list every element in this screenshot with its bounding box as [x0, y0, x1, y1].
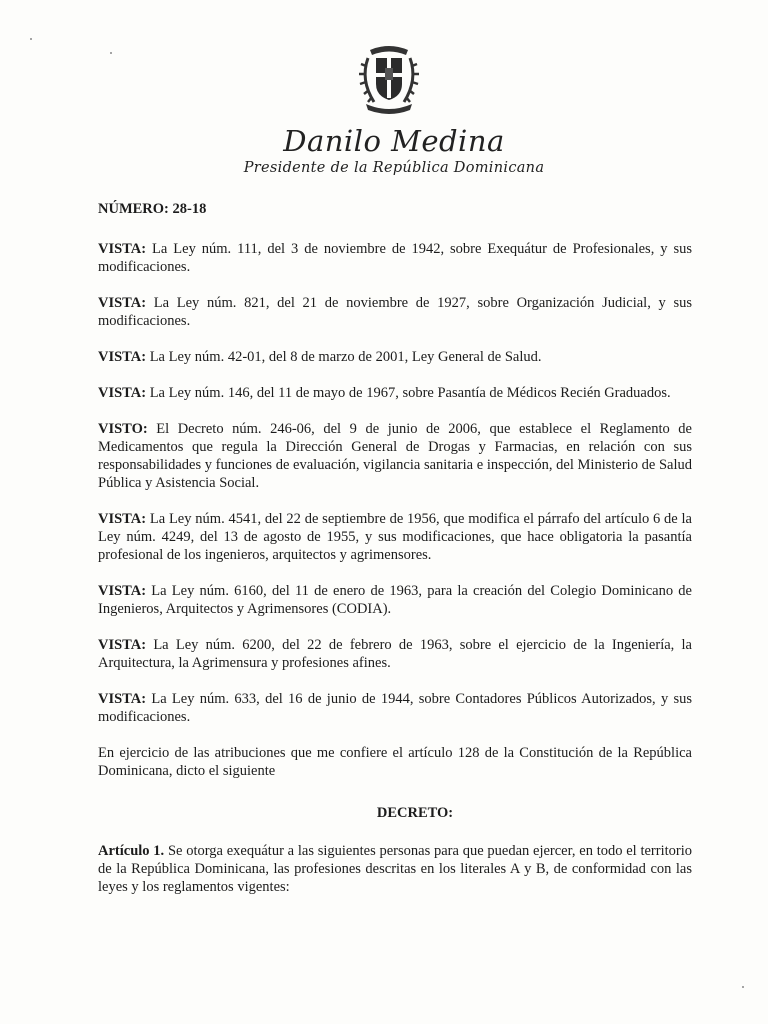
paragraph-text: La Ley núm. 633, del 16 de junio de 1944, sobre Contadores Públicos Autorizados, y sus modificaciones. — [98, 691, 692, 725]
paragraph-text: La Ley núm. 42-01, del 8 de marzo de 2001, Ley General de Salud. — [146, 349, 542, 365]
paragraph-vista-9 — [98, 690, 692, 726]
document-body — [98, 200, 692, 914]
signature-title: Presidente de la República Dominicana — [243, 160, 545, 176]
paragraph-label: VISTA: — [98, 637, 147, 653]
paragraph-vista-3 — [98, 348, 692, 366]
paragraph-label: VISTA: — [98, 241, 147, 257]
paragraph-label: VISTO: — [98, 421, 148, 437]
paragraph-vista-2 — [98, 294, 692, 330]
signature-name: Danilo Medina — [283, 124, 505, 158]
paragraph-label: VISTA: — [98, 511, 147, 527]
paragraph-vista-1 — [98, 240, 692, 276]
paragraph-text: La Ley núm. 6200, del 22 de febrero de 1963, sobre el ejercicio de la Ingeniería, la Arquitectura, la Agrimensura y profesiones afines. — [98, 637, 692, 671]
coat-of-arms-icon — [356, 40, 422, 116]
paragraph-text: La Ley núm. 4541, del 22 de septiembre de 1956, que modifica el párrafo del artículo 6 de la Ley núm. 4249, del 13 de agosto de 1955, y sus modificaciones, que hace obligatoria la pasantía profesional de los ingenieros, arquitectos y agrimensores. — [98, 511, 692, 563]
paragraph-text: La Ley núm. 821, del 21 de noviembre de 1927, sobre Organización Judicial, y sus modificaciones. — [98, 295, 692, 329]
paragraph-text: El Decreto núm. 246-06, del 9 de junio de 2006, que establece el Reglamento de Medicamentos que regula la Dirección General de Drogas y Farmacias, en relación con sus responsabilidades y funciones de evaluación, vigilancia sanitaria e inspección, del Ministerio de Salud Pública y Asistencia Social. — [98, 421, 692, 491]
paragraph-vista-6 — [98, 510, 692, 564]
scan-speck — [30, 38, 32, 40]
paragraph-text: La Ley núm. 146, del 11 de mayo de 1967, sobre Pasantía de Médicos Recién Graduados. — [146, 385, 671, 401]
article-text: Se otorga exequátur a las siguientes personas para que puedan ejercer, en todo el territorio de la República Dominicana, las profesiones descritas en los literales A y B, de conformidad con las leyes y los reglamentos vigentes: — [98, 843, 692, 895]
paragraph-articulo-1 — [98, 842, 692, 896]
paragraph-vista-4 — [98, 384, 692, 402]
paragraph-label: VISTA: — [98, 385, 147, 401]
scan-speck — [742, 986, 744, 988]
decree-heading: DECRETO: — [376, 805, 454, 821]
paragraph-label: VISTA: — [98, 295, 147, 311]
paragraph-label: VISTA: — [98, 691, 147, 707]
paragraph-label: VISTA: — [98, 349, 147, 365]
scan-speck — [110, 52, 112, 54]
article-label: Artículo 1. — [98, 843, 165, 859]
decree-number: NÚMERO: 28-18 — [98, 201, 207, 217]
paragraph-vista-8 — [98, 636, 692, 672]
paragraph-label: VISTA: — [98, 583, 147, 599]
paragraph-text: La Ley núm. 111, del 3 de noviembre de 1942, sobre Exequátur de Profesionales, y sus modificaciones. — [98, 241, 692, 275]
paragraph-ejercicio: En ejercicio de las atribuciones que me confiere el artículo 128 de la Constitución de la República Dominicana, dicto el siguiente — [98, 745, 692, 779]
paragraph-text: La Ley núm. 6160, del 11 de enero de 1963, para la creación del Colegio Dominicano de Ingenieros, Arquitectos y Agrimensores (CODIA). — [98, 583, 692, 617]
paragraph-vista-7 — [98, 582, 692, 618]
paragraph-visto-5 — [98, 420, 692, 492]
